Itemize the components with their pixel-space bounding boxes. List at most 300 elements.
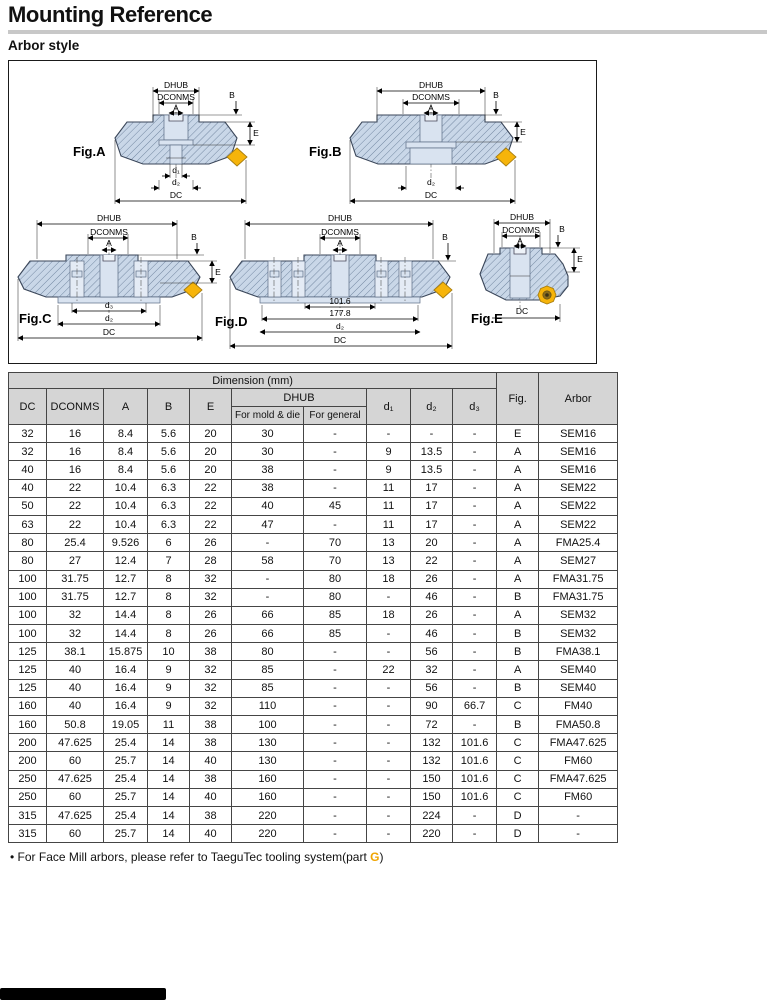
table-cell: 38	[190, 770, 232, 788]
table-cell: 31.75	[47, 588, 104, 606]
table-cell: 22	[47, 497, 104, 515]
table-cell: 38.1	[47, 643, 104, 661]
table-cell: 80	[232, 643, 304, 661]
table-cell: 8	[148, 606, 190, 624]
table-cell: 14	[148, 752, 190, 770]
table-cell: 14.4	[104, 606, 148, 624]
table-cell: 14.4	[104, 625, 148, 643]
table-row	[9, 625, 618, 643]
table-cell: 38	[232, 461, 304, 479]
table-cell: 16.4	[104, 661, 148, 679]
footnote-part-letter: G	[370, 850, 380, 864]
table-cell: -	[304, 734, 367, 752]
table-cell: 16.4	[104, 679, 148, 697]
table-cell: 38	[190, 716, 232, 734]
table-cell: 32	[190, 570, 232, 588]
dim-label: 101.6	[329, 296, 351, 306]
table-cell: 32	[190, 697, 232, 715]
table-cell: 46	[411, 625, 453, 643]
table-cell: 101.6	[453, 752, 497, 770]
table-cell: 25.7	[104, 752, 148, 770]
footnote-bullet: •	[10, 850, 15, 864]
table-cell: 100	[9, 625, 47, 643]
col-header-d2: d₂	[411, 389, 453, 425]
figure-b	[350, 80, 526, 204]
table-cell: -	[304, 425, 367, 443]
dim-label: d₂	[426, 177, 436, 187]
table-cell: 85	[304, 625, 367, 643]
table-cell: 8	[148, 588, 190, 606]
table-cell: -	[453, 588, 497, 606]
table-cell: 150	[411, 788, 453, 806]
table-cell: 22	[190, 515, 232, 533]
table-cell: 50	[9, 497, 47, 515]
table-cell: 200	[9, 734, 47, 752]
figures-svg	[9, 61, 595, 361]
dim-label: DCONMS	[412, 92, 450, 102]
subtitle: Arbor style	[8, 38, 80, 53]
table-cell: 9	[367, 461, 411, 479]
dim-label: DCONMS	[157, 92, 195, 102]
table-cell: 26	[411, 570, 453, 588]
table-cell: 10	[148, 643, 190, 661]
table-cell: -	[453, 479, 497, 497]
table-cell: A	[497, 443, 539, 461]
table-cell: 150	[411, 770, 453, 788]
col-header-arbor: Arbor	[539, 373, 618, 425]
table-row	[9, 661, 618, 679]
table-cell: 63	[9, 515, 47, 533]
table-cell: 101.6	[453, 770, 497, 788]
table-cell: 20	[190, 443, 232, 461]
col-header-d1: d₁	[367, 389, 411, 425]
table-cell: FMA31.75	[539, 570, 618, 588]
table-cell: 25.4	[47, 534, 104, 552]
table-cell: 11	[367, 515, 411, 533]
table-cell: 56	[411, 679, 453, 697]
table-cell: 16.4	[104, 697, 148, 715]
table-cell: 14	[148, 788, 190, 806]
table-cell: SEM32	[539, 625, 618, 643]
table-row	[9, 643, 618, 661]
table-cell: 250	[9, 770, 47, 788]
table-cell: 47.625	[47, 806, 104, 824]
table-cell: 85	[232, 679, 304, 697]
table-row	[9, 461, 618, 479]
table-cell: 9	[367, 443, 411, 461]
table-cell: 22	[47, 479, 104, 497]
table-cell: D	[497, 806, 539, 824]
table-cell: 25.4	[104, 734, 148, 752]
table-cell: 10.4	[104, 479, 148, 497]
table-cell: 13	[367, 534, 411, 552]
table-cell: 27	[47, 552, 104, 570]
table-row	[9, 443, 618, 461]
table-cell: -	[232, 588, 304, 606]
table-cell: 9	[148, 679, 190, 697]
table-cell: 7	[148, 552, 190, 570]
table-cell: 6.3	[148, 497, 190, 515]
table-cell: -	[453, 806, 497, 824]
table-cell: -	[304, 770, 367, 788]
table-cell: 11	[148, 716, 190, 734]
table-cell: -	[304, 697, 367, 715]
dim-label: d₂	[335, 321, 345, 331]
table-cell: -	[367, 752, 411, 770]
table-cell: FMA47.625	[539, 770, 618, 788]
table-cell: 80	[9, 534, 47, 552]
table-cell: C	[497, 752, 539, 770]
col-header-dhub: DHUB	[232, 389, 367, 407]
dim-label: d₃	[104, 300, 114, 310]
table-cell: FM60	[539, 752, 618, 770]
table-cell: -	[304, 679, 367, 697]
dim-label: E	[577, 254, 583, 264]
table-cell: 20	[411, 534, 453, 552]
table-cell: 66	[232, 606, 304, 624]
table-row	[9, 716, 618, 734]
table-cell: 132	[411, 752, 453, 770]
col-header-a: A	[104, 389, 148, 425]
table-cell: 60	[47, 752, 104, 770]
col-header-dc: DC	[9, 389, 47, 425]
table-cell: 40	[9, 461, 47, 479]
table-cell: A	[497, 606, 539, 624]
table-cell: -	[304, 479, 367, 497]
table-cell: 160	[232, 788, 304, 806]
table-cell: 25.4	[104, 770, 148, 788]
table-cell: 45	[304, 497, 367, 515]
table-cell: SEM22	[539, 515, 618, 533]
table-cell: -	[367, 788, 411, 806]
col-header-dimension-group: Dimension (mm)	[9, 373, 497, 389]
table-cell: 60	[47, 788, 104, 806]
table-cell: 72	[411, 716, 453, 734]
table-cell: 56	[411, 643, 453, 661]
table-cell: C	[497, 770, 539, 788]
figure-c-label: Fig.C	[19, 311, 52, 326]
table-cell: -	[453, 716, 497, 734]
table-cell: 8.4	[104, 425, 148, 443]
dim-label: B	[559, 224, 565, 234]
table-row	[9, 534, 618, 552]
table-cell: 40	[232, 497, 304, 515]
table-cell: 40	[190, 752, 232, 770]
table-cell: 85	[304, 606, 367, 624]
table-cell: 125	[9, 661, 47, 679]
table-row	[9, 515, 618, 533]
table-cell: 40	[47, 697, 104, 715]
dim-label: DC	[333, 335, 347, 345]
table-row	[9, 606, 618, 624]
table-cell: 26	[411, 606, 453, 624]
table-cell: 18	[367, 606, 411, 624]
table-cell: SEM32	[539, 606, 618, 624]
insert-round-icon	[538, 286, 556, 304]
table-cell: 31.75	[47, 570, 104, 588]
table-cell: 5.6	[148, 461, 190, 479]
table-cell: 224	[411, 806, 453, 824]
table-cell: -	[367, 643, 411, 661]
dim-label: A	[428, 103, 434, 113]
figure-d	[230, 213, 456, 349]
table-cell: -	[453, 679, 497, 697]
dim-label: DCONMS	[90, 227, 128, 237]
dim-label: DCONMS	[502, 225, 540, 235]
table-row	[9, 679, 618, 697]
table-cell: -	[232, 570, 304, 588]
table-cell: -	[304, 461, 367, 479]
table-cell: -	[367, 806, 411, 824]
table-cell: 40	[190, 788, 232, 806]
table-cell: 110	[232, 697, 304, 715]
page-title: Mounting Reference	[8, 2, 213, 27]
table-cell: 101.6	[453, 788, 497, 806]
table-cell: 40	[47, 679, 104, 697]
table-cell: SEM22	[539, 479, 618, 497]
footnote-text: For Face Mill arbors, please refer to TaeguTec tooling system(part	[14, 850, 371, 864]
table-cell: 22	[47, 515, 104, 533]
table-cell: C	[497, 734, 539, 752]
table-cell: 8.4	[104, 461, 148, 479]
table-cell: 315	[9, 825, 47, 843]
table-cell: -	[453, 825, 497, 843]
table-row	[9, 497, 618, 515]
dim-label: DC	[102, 327, 116, 337]
table-cell: 160	[9, 716, 47, 734]
table-cell: SEM40	[539, 661, 618, 679]
table-cell: 25.7	[104, 825, 148, 843]
table-cell: A	[497, 570, 539, 588]
table-cell: 32	[47, 625, 104, 643]
table-cell: 22	[367, 661, 411, 679]
table-cell: -	[367, 625, 411, 643]
table-cell: 47.625	[47, 734, 104, 752]
table-cell: 20	[190, 425, 232, 443]
table-cell: -	[367, 679, 411, 697]
table-cell: -	[453, 643, 497, 661]
table-cell: A	[497, 515, 539, 533]
dim-label: 177.8	[329, 308, 351, 318]
table-cell: 38	[190, 734, 232, 752]
dim-label: A	[173, 103, 179, 113]
table-cell: 220	[232, 806, 304, 824]
table-cell: -	[367, 825, 411, 843]
table-cell: 14	[148, 770, 190, 788]
dim-label: d₂	[104, 313, 114, 323]
figure-a-label: Fig.A	[73, 144, 106, 159]
col-header-b: B	[148, 389, 190, 425]
table-cell: 12.7	[104, 570, 148, 588]
table-cell: 28	[190, 552, 232, 570]
table-cell: C	[497, 697, 539, 715]
col-header-fig: Fig.	[497, 373, 539, 425]
table-cell: B	[497, 588, 539, 606]
table-cell: -	[453, 552, 497, 570]
dim-label: A	[106, 238, 112, 248]
table-cell: -	[367, 697, 411, 715]
table-row	[9, 570, 618, 588]
table-cell: 5.6	[148, 443, 190, 461]
dim-label: DC	[169, 190, 183, 200]
table-cell: -	[367, 716, 411, 734]
table-cell: 40	[9, 479, 47, 497]
table-cell: SEM16	[539, 461, 618, 479]
dim-label: d₂	[171, 177, 181, 187]
table-cell: 6.3	[148, 515, 190, 533]
footnote-text-after: )	[379, 850, 384, 864]
table-cell: -	[453, 443, 497, 461]
table-cell: 18	[367, 570, 411, 588]
table-cell: 17	[411, 515, 453, 533]
table-cell: FM40	[539, 697, 618, 715]
table-cell: 9	[148, 661, 190, 679]
table-row	[9, 552, 618, 570]
table-cell: FMA25.4	[539, 534, 618, 552]
table-cell: 20	[190, 461, 232, 479]
table-cell: -	[539, 825, 618, 843]
table-cell: -	[453, 534, 497, 552]
dim-label: DC	[424, 190, 438, 200]
dimension-table-wrap	[8, 372, 618, 843]
table-cell: 32	[190, 588, 232, 606]
table-cell: -	[411, 425, 453, 443]
dim-label: DC	[515, 306, 529, 316]
table-cell: 160	[9, 697, 47, 715]
table-cell: 32	[9, 425, 47, 443]
table-cell: 16	[47, 461, 104, 479]
table-cell: -	[304, 643, 367, 661]
table-cell: 101.6	[453, 734, 497, 752]
col-header-e: E	[190, 389, 232, 425]
col-header-dconms: DCONMS	[47, 389, 104, 425]
table-cell: 16	[47, 425, 104, 443]
figure-a	[115, 80, 259, 204]
table-cell: 15.875	[104, 643, 148, 661]
table-cell: SEM40	[539, 679, 618, 697]
dim-label: DHUB	[163, 80, 189, 90]
table-cell: 80	[304, 588, 367, 606]
table-cell: -	[453, 425, 497, 443]
table-cell: -	[304, 515, 367, 533]
table-cell: 66.7	[453, 697, 497, 715]
figure-d-label: Fig.D	[215, 314, 248, 329]
table-row	[9, 588, 618, 606]
dim-label: B	[229, 90, 235, 100]
table-cell: 12.7	[104, 588, 148, 606]
table-cell: -	[453, 625, 497, 643]
table-cell: 32	[190, 661, 232, 679]
table-cell: 32	[9, 443, 47, 461]
dim-label: d₁	[172, 165, 180, 175]
table-row	[9, 425, 618, 443]
dim-label: E	[253, 128, 259, 138]
dim-label: B	[442, 232, 448, 242]
table-cell: SEM27	[539, 552, 618, 570]
table-row	[9, 806, 618, 824]
table-row	[9, 734, 618, 752]
table-cell: 30	[232, 425, 304, 443]
table-cell: -	[453, 661, 497, 679]
table-cell: 5.6	[148, 425, 190, 443]
dim-label: A	[337, 238, 343, 248]
col-header-dhub-general: For general	[304, 407, 367, 425]
figure-e-label: Fig.E	[471, 311, 503, 326]
table-cell: 130	[232, 752, 304, 770]
table-cell: 100	[9, 606, 47, 624]
table-cell: 66	[232, 625, 304, 643]
table-cell: 22	[411, 552, 453, 570]
table-cell: 38	[232, 479, 304, 497]
table-cell: 10.4	[104, 515, 148, 533]
table-cell: 46	[411, 588, 453, 606]
table-cell: 17	[411, 497, 453, 515]
table-cell: B	[497, 643, 539, 661]
dim-label: DHUB	[327, 213, 353, 223]
table-cell: 38	[190, 806, 232, 824]
table-cell: 26	[190, 606, 232, 624]
table-cell: 130	[232, 734, 304, 752]
table-cell: 30	[232, 443, 304, 461]
table-cell: 70	[304, 534, 367, 552]
table-cell: -	[304, 788, 367, 806]
bottom-left-bar	[0, 988, 166, 1000]
table-cell: 22	[190, 497, 232, 515]
table-cell: 22	[190, 479, 232, 497]
table-row	[9, 697, 618, 715]
table-cell: 47.625	[47, 770, 104, 788]
table-cell: 85	[232, 661, 304, 679]
table-cell: B	[497, 679, 539, 697]
table-cell: 40	[47, 661, 104, 679]
table-cell: 38	[190, 643, 232, 661]
table-cell: -	[304, 716, 367, 734]
table-cell: A	[497, 552, 539, 570]
table-cell: B	[497, 625, 539, 643]
table-cell: 25.7	[104, 788, 148, 806]
table-row	[9, 479, 618, 497]
table-cell: 19.05	[104, 716, 148, 734]
table-cell: 17	[411, 479, 453, 497]
dim-label: A	[517, 236, 523, 246]
table-cell: -	[453, 606, 497, 624]
table-cell: 70	[304, 552, 367, 570]
table-cell: 60	[47, 825, 104, 843]
table-body	[9, 425, 618, 843]
table-cell: FMA47.625	[539, 734, 618, 752]
table-cell: 26	[190, 534, 232, 552]
col-header-dhub-mold-die: For mold & die	[232, 407, 304, 425]
table-row	[9, 752, 618, 770]
table-cell: 6	[148, 534, 190, 552]
table-cell: 47	[232, 515, 304, 533]
table-cell: -	[304, 443, 367, 461]
figure-b-label: Fig.B	[309, 144, 342, 159]
table-cell: 50.8	[47, 716, 104, 734]
table-cell: -	[367, 734, 411, 752]
table-cell: FMA31.75	[539, 588, 618, 606]
table-cell: 16	[47, 443, 104, 461]
figure-e	[480, 212, 583, 322]
table-cell: 58	[232, 552, 304, 570]
table-cell: FM60	[539, 788, 618, 806]
dim-label: DHUB	[96, 213, 122, 223]
dim-label: E	[520, 127, 526, 137]
table-cell: 11	[367, 479, 411, 497]
table-cell: C	[497, 788, 539, 806]
dim-label: DHUB	[418, 80, 444, 90]
table-cell: -	[232, 534, 304, 552]
